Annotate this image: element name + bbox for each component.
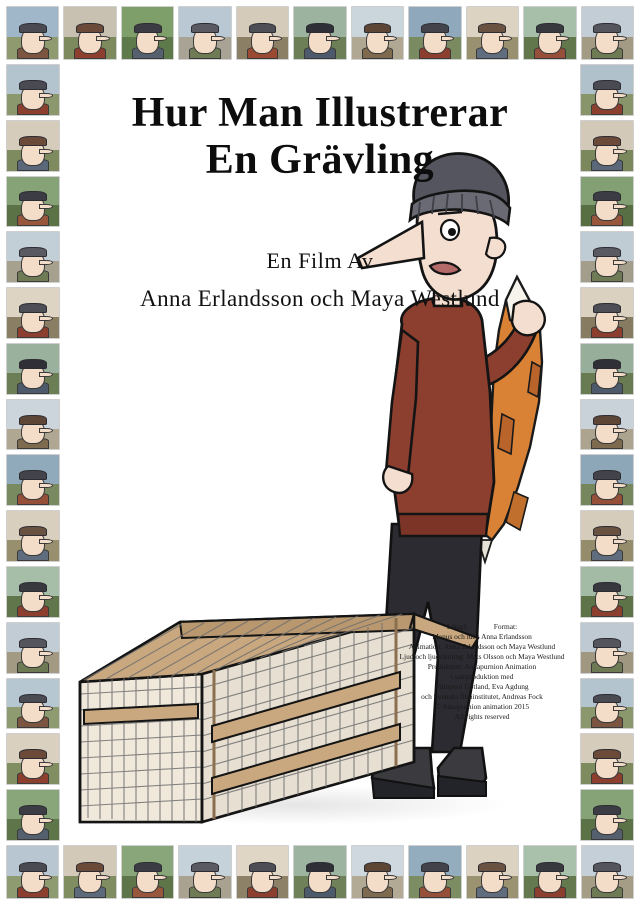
filmstrip-thumbnail [580,566,634,618]
credits-length-label: Längd: [446,622,468,631]
filmstrip-thumbnail [236,845,289,899]
thumb-hat [593,582,621,592]
filmstrip-thumbnail [580,120,634,172]
filmstrip-thumbnail [6,64,60,116]
filmstrip-thumbnail [581,6,634,60]
thumb-hat [249,862,277,872]
thumb-nose [613,93,627,98]
thumb-hat [19,749,47,759]
thumb-hat [593,694,621,704]
filmstrip-thumbnail [351,6,404,60]
credits-format-label: Format: [493,622,518,631]
thumb-hat [593,526,621,536]
filmstrip-thumbnail [580,622,634,674]
filmstrip-thumbnail [6,6,59,60]
filmstrip-thumbnail [580,287,634,339]
thumb-hat [19,136,47,146]
filmstrip-thumbnail [6,287,60,339]
filmstrip-thumbnail [6,789,60,841]
thumb-hat [306,862,334,872]
thumb-hat [593,136,621,146]
thumb-nose [613,316,627,321]
thumb-hat [19,470,47,480]
filmstrip-thumbnail [466,6,519,60]
thumb-hat [191,862,219,872]
thumb-hat [19,526,47,536]
filmstrip-thumbnail [351,845,404,899]
thumb-hat [593,359,621,369]
filmstrip-thumbnail [6,622,60,674]
thumb-hat [76,23,104,33]
filmstrip-thumbnail [6,454,60,506]
filmstrip-thumbnail [580,510,634,562]
thumb-hat [364,23,392,33]
thumb-hat [593,638,621,648]
thumb-hat [593,80,621,90]
thumb-hat [421,23,449,33]
thumb-hat [593,749,621,759]
filmstrip-thumbnail [466,845,519,899]
credits-animation: Animation: Anna Erlandsson och Maya Westlund [408,641,556,651]
thumb-hat [19,80,47,90]
filmstrip-thumbnail [6,399,60,451]
directors: Anna Erlandsson och Maya Westlund [140,286,500,311]
thumb-nose [39,149,53,154]
thumb-hat [19,805,47,815]
filmstrip-thumbnail [580,343,634,395]
thumb-hat [191,23,219,33]
thumb-hat [593,805,621,815]
filmstrip-thumbnail [6,120,60,172]
filmstrip-thumbnail [580,789,634,841]
filmstrip-thumbnail [580,678,634,730]
thumb-nose [39,595,53,600]
thumb-nose [613,149,627,154]
filmstrip-thumbnail [581,845,634,899]
filmstrip-bottom [4,843,636,901]
credits-rights: All rights reserved [454,711,510,721]
filmstrip-thumbnail [580,176,634,228]
thumb-hat [478,862,506,872]
thumb-nose [39,316,53,321]
thumb-hat [536,23,564,33]
thumb-nose [39,818,53,823]
filmstrip-thumbnail [121,845,174,899]
credits-script: Manus och idé : Anna Erlandsson [432,631,532,641]
credits-production: Produktion: Annapurnion Animation [427,661,537,671]
filmstrip-thumbnail [178,845,231,899]
credits-spec-row [392,622,572,632]
thumb-nose [613,595,627,600]
filmstrip-thumbnail [293,845,346,899]
thumb-hat [421,862,449,872]
thumb-nose [39,93,53,98]
thumb-nose [613,539,627,544]
thumb-hat [19,694,47,704]
thumb-nose [39,372,53,377]
filmstrip-top [4,4,636,62]
thumb-hat [19,23,47,33]
thumb-hat [134,862,162,872]
thumb-hat [364,862,392,872]
thumb-hat [593,862,621,872]
filmstrip-thumbnail [236,6,289,60]
filmstrip-thumbnail [178,6,231,60]
thumb-hat [19,862,47,872]
filmstrip-thumbnail [580,454,634,506]
filmstrip-thumbnail [121,6,174,60]
thumb-hat [19,638,47,648]
credits-sound: Ljud och ljudsättning: Mats Olsson och Maya Westlund [399,651,565,661]
filmstrip-thumbnail [6,733,60,785]
thumb-hat [593,470,621,480]
credits-institute: och Svenska filminstitutet, Andreas Fock [421,691,543,701]
thumb-hat [76,862,104,872]
filmstrip-thumbnail [408,6,461,60]
poster-stage [62,62,578,843]
title-line-1: Hur Man Illustrerar [131,90,509,136]
thumb-hat [593,23,621,33]
filmstrip-thumbnail [6,176,60,228]
thumb-nose [613,428,627,433]
filmstrip-thumbnail [63,845,116,899]
filmstrip-right [578,62,636,843]
credits-filmpool: Filmpool Gotland, Eva Agdung [435,681,529,691]
thumb-nose [613,372,627,377]
credits-copyright: © Annapurnion animation 2015 [434,701,530,711]
filmstrip-left [4,62,62,843]
filmstrip-thumbnail [6,343,60,395]
poster-title [62,90,578,184]
filmstrip-thumbnail [6,678,60,730]
thumb-hat [19,247,47,257]
filmstrip-thumbnail [6,566,60,618]
filmstrip-thumbnail [6,845,59,899]
thumb-hat [19,191,47,201]
thumb-nose [39,428,53,433]
thumb-hat [306,23,334,33]
filmstrip-thumbnail [580,399,634,451]
thumb-hat [593,303,621,313]
thumb-hat [19,582,47,592]
thumb-hat [478,23,506,33]
byline: En Film Av [266,248,374,273]
thumb-hat [593,247,621,257]
filmstrip-thumbnail [293,6,346,60]
filmstrip-thumbnail [6,231,60,283]
filmstrip-thumbnail [6,510,60,562]
thumb-hat [249,23,277,33]
filmstrip-thumbnail [523,6,576,60]
thumb-hat [19,359,47,369]
filmstrip-thumbnail [408,845,461,899]
filmstrip-thumbnail [580,733,634,785]
filmstrip-thumbnail [63,6,116,60]
thumb-nose [613,818,627,823]
filmstrip-thumbnail [523,845,576,899]
thumb-hat [19,415,47,425]
thumb-nose [39,539,53,544]
credits-block [392,622,572,722]
thumb-hat [19,303,47,313]
filmstrip-thumbnail [580,231,634,283]
thumb-nose [613,651,627,656]
title-line-2: En Grävling [205,137,435,184]
thumb-hat [593,415,621,425]
filmstrip-thumbnail [580,64,634,116]
thumb-hat [593,191,621,201]
thumb-nose [39,651,53,656]
thumb-hat [134,23,162,33]
thumb-hat [536,862,564,872]
credits-coproduction: i samproduktion med [450,671,514,681]
